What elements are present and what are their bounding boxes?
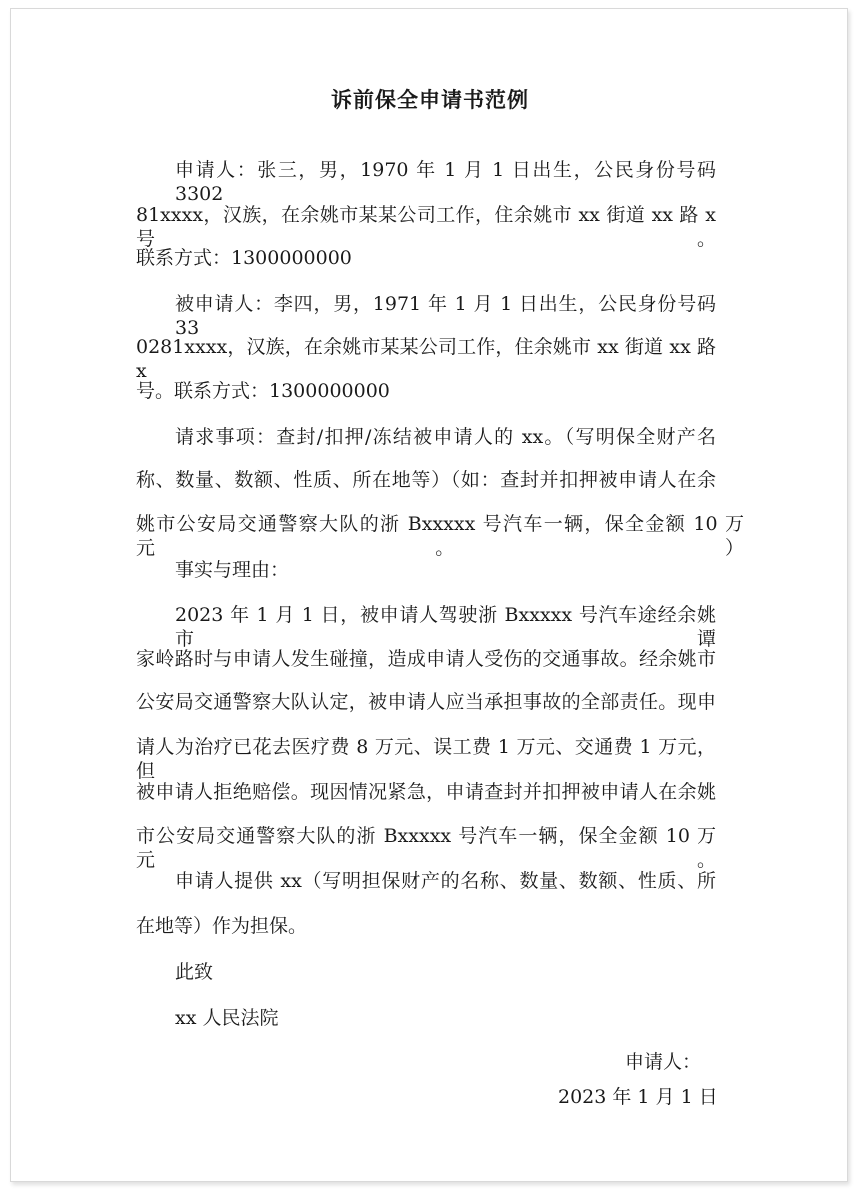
request-line-3: 姚市公安局交通警察大队的浙 Bxxxxx 号汽车一辆，保全金额 10 万元。） (136, 513, 744, 559)
applicant-contact: 联系方式：1300000000 (136, 247, 352, 269)
request-line-1: 请求事项：查封/扣押/冻结被申请人的 xx。（写明保全财产名 (175, 426, 716, 448)
guarantee-line-1: 申请人提供 xx（写明担保财产的名称、数量、数额、性质、所 (175, 870, 716, 892)
applicant-line-2: 81xxxx，汉族，在余姚市某某公司工作，住余姚市 xx 街道 xx 路 x 号。 (136, 204, 716, 250)
respondent-contact: 号。联系方式：1300000000 (136, 380, 390, 402)
signature-date: 2023 年 1 月 1 日 (558, 1086, 718, 1108)
respondent-line-1: 被申请人：李四，男，1971 年 1 月 1 日出生，公民身份号码 33 (175, 293, 716, 339)
signature-label: 申请人： (625, 1051, 702, 1073)
request-line-2: 称、数量、数额、性质、所在地等）（如：查封并扣押被申请人在余 (136, 469, 716, 491)
respondent-line-2: 0281xxxx，汉族，在余姚市某某公司工作，住余姚市 xx 街道 xx 路 x (136, 336, 716, 382)
facts-line-2: 家岭路时与申请人发生碰撞，造成申请人受伤的交通事故。经余姚市 (136, 648, 716, 670)
facts-heading: 事实与理由： (175, 559, 290, 581)
facts-line-3: 公安局交通警察大队认定，被申请人应当承担事故的全部责任。现申 (136, 691, 716, 713)
facts-line-1: 2023 年 1 月 1 日，被申请人驾驶浙 Bxxxxx 号汽车途经余姚市谭 (175, 604, 716, 650)
applicant-line-1: 申请人：张三，男，1970 年 1 月 1 日出生，公民身份号码 3302 (175, 159, 716, 205)
document-title: 诉前保全申请书范例 (331, 87, 529, 112)
closing-salutation: 此致 (175, 961, 214, 983)
facts-line-6: 市公安局交通警察大队的浙 Bxxxxx 号汽车一辆，保全金额 10 万元。 (136, 825, 716, 871)
facts-line-5: 被申请人拒绝赔偿。现因情况紧急，申请查封并扣押被申请人在余姚 (136, 781, 716, 803)
court-name: xx 人民法院 (175, 1007, 279, 1029)
facts-line-4: 请人为治疗已花去医疗费 8 万元、误工费 1 万元、交通费 1 万元，但 (136, 736, 716, 782)
guarantee-line-2: 在地等）作为担保。 (136, 915, 308, 937)
